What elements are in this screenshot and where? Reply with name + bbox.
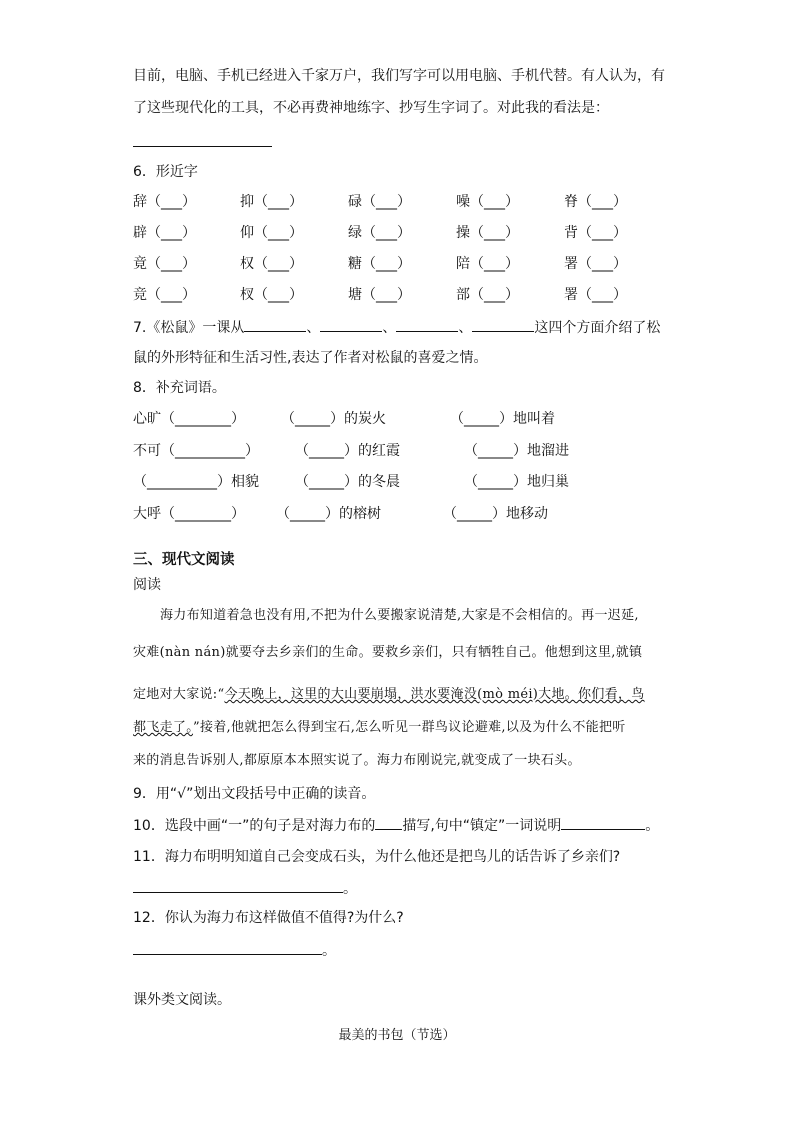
q6-item: 仰（___） [240,225,303,241]
q7-line-2: 鼠的外形特征和生活习性,表达了作者对松鼠的喜爱之情。 [133,350,488,366]
q8-item: 心旷（________） [133,411,245,427]
q6-item: 署（___） [564,287,627,303]
q6-item: 权（___） [240,256,303,272]
q8-item: （_____）的炭火 [281,411,386,427]
q8-item: （_____）地归巢 [464,474,569,490]
q8-title: 8．补充词语。 [133,380,226,396]
passage-line: 海力布知道着急也没有用,不把为什么要搬家说清楚,大家是不会相信的。再一迟延, [160,608,639,623]
q10-blank-2[interactable] [561,815,645,830]
intro-line-2: 了这些现代化的工具，不必再费神地练字、抄写生字词了。对此我的看法是： [133,100,609,116]
underlined-sentence: 今天晚上，这里的大山要崩塌，洪水要淹没(mò méi)大地。你们看，鸟 [224,687,645,702]
q7-sep: 、 [382,320,397,336]
section-subtitle: 阅读 [133,577,161,593]
q8-item: （__________）相貌 [133,474,259,490]
q12-end: 。 [322,943,336,959]
q8-item: （_____）地移动 [443,506,548,522]
q7-blank-1[interactable] [244,317,306,332]
q6-item: 碌（___） [348,194,411,210]
q8-item: 不可（__________） [133,443,259,459]
q6-item: 辞（___） [133,194,196,210]
q11-end: 。 [343,881,357,897]
passage-line [133,718,626,738]
underlined-sentence: 都飞走了。 [133,720,194,735]
q6-item: 竞（___） [133,287,196,303]
q6-item: 背（___） [564,225,627,241]
intro-line-1: 目前，电脑、手机已经进入千家万户，我们写字可以用电脑、手机代替。有人认为，有 [133,68,665,84]
q11-text: 11．海力布明明知道自己会变成石头，为什么他还是把鸟儿的话告诉了乡亲们? [133,849,621,865]
q7-blank-3[interactable] [396,317,458,332]
q8-item: （_____）的榕树 [276,506,381,522]
q6-item: 操（___） [456,225,519,241]
q7-line-1 [133,317,660,338]
q10-text: 描写,句中“镇定”一词说明 [402,818,562,834]
q9-text: 9．用“√”划出文段括号中正确的读音。 [133,786,376,802]
q8-item: （_____）的红霞 [295,443,400,459]
q6-item: 陪（___） [456,256,519,272]
q6-item: 塘（___） [348,287,411,303]
q6-item: 绿（___） [348,225,411,241]
q12-answer-line [133,940,336,961]
q7-blank-2[interactable] [320,317,382,332]
q6-item: 辟（___） [133,225,196,241]
q12-text: 12．你认为海力布这样做值不值得?为什么? [133,910,404,926]
passage-line: 灾难(nàn nán)就要夺去乡亲们的生命。要救乡亲们，只有牺牲自己。他想到这里,就镇 [133,645,643,660]
q6-item: 竟（___） [133,256,196,272]
q6-item: 糖（___） [348,256,411,272]
extra-label: 课外类文阅读。 [133,992,231,1008]
q7-suffix: 这四个方面介绍了松 [534,320,661,336]
q7-sep: 、 [458,320,473,336]
passage-line [133,685,645,705]
q11-answer-line [133,878,357,899]
q8-item: （_____）地溜进 [464,443,569,459]
q10-text: 。 [645,818,660,834]
q6-item: 脊（___） [564,194,627,210]
q6-item: 署（___） [564,256,627,272]
q8-item: （_____）的冬晨 [295,474,400,490]
answer-blank[interactable] [133,146,272,147]
q6-title: 6．形近字 [133,164,198,180]
q10-line [133,815,659,836]
article-title: 最美的书包（节选） [338,1028,456,1043]
q7-prefix: 7.《松鼠》一课从 [133,320,245,336]
section-title: 三、现代文阅读 [133,552,235,568]
passage-text: ”接着,他就把怎么得到宝石,怎么听见一群鸟议论避难,以及为什么不能把听 [193,720,626,735]
q6-item: 噪（___） [456,194,519,210]
q6-item: 抑（___） [240,194,303,210]
q11-blank[interactable] [133,878,343,893]
passage-text: 定地对大家说:“ [133,687,225,702]
q7-sep: 、 [306,320,321,336]
q8-item: （_____）地叫着 [450,411,555,427]
q6-item: 杈（___） [240,287,303,303]
q8-item: 大呼（________） [133,506,245,522]
q10-blank-1[interactable] [375,815,402,830]
q6-item: 部（___） [456,287,519,303]
passage-line: 来的消息告诉别人,都原原本本照实说了。海力布刚说完,就变成了一块石头。 [133,753,581,768]
q10-text: 10．选段中画“一”的句子是对海力布的 [133,818,376,834]
q12-blank[interactable] [133,940,322,955]
q7-blank-4[interactable] [472,317,534,332]
